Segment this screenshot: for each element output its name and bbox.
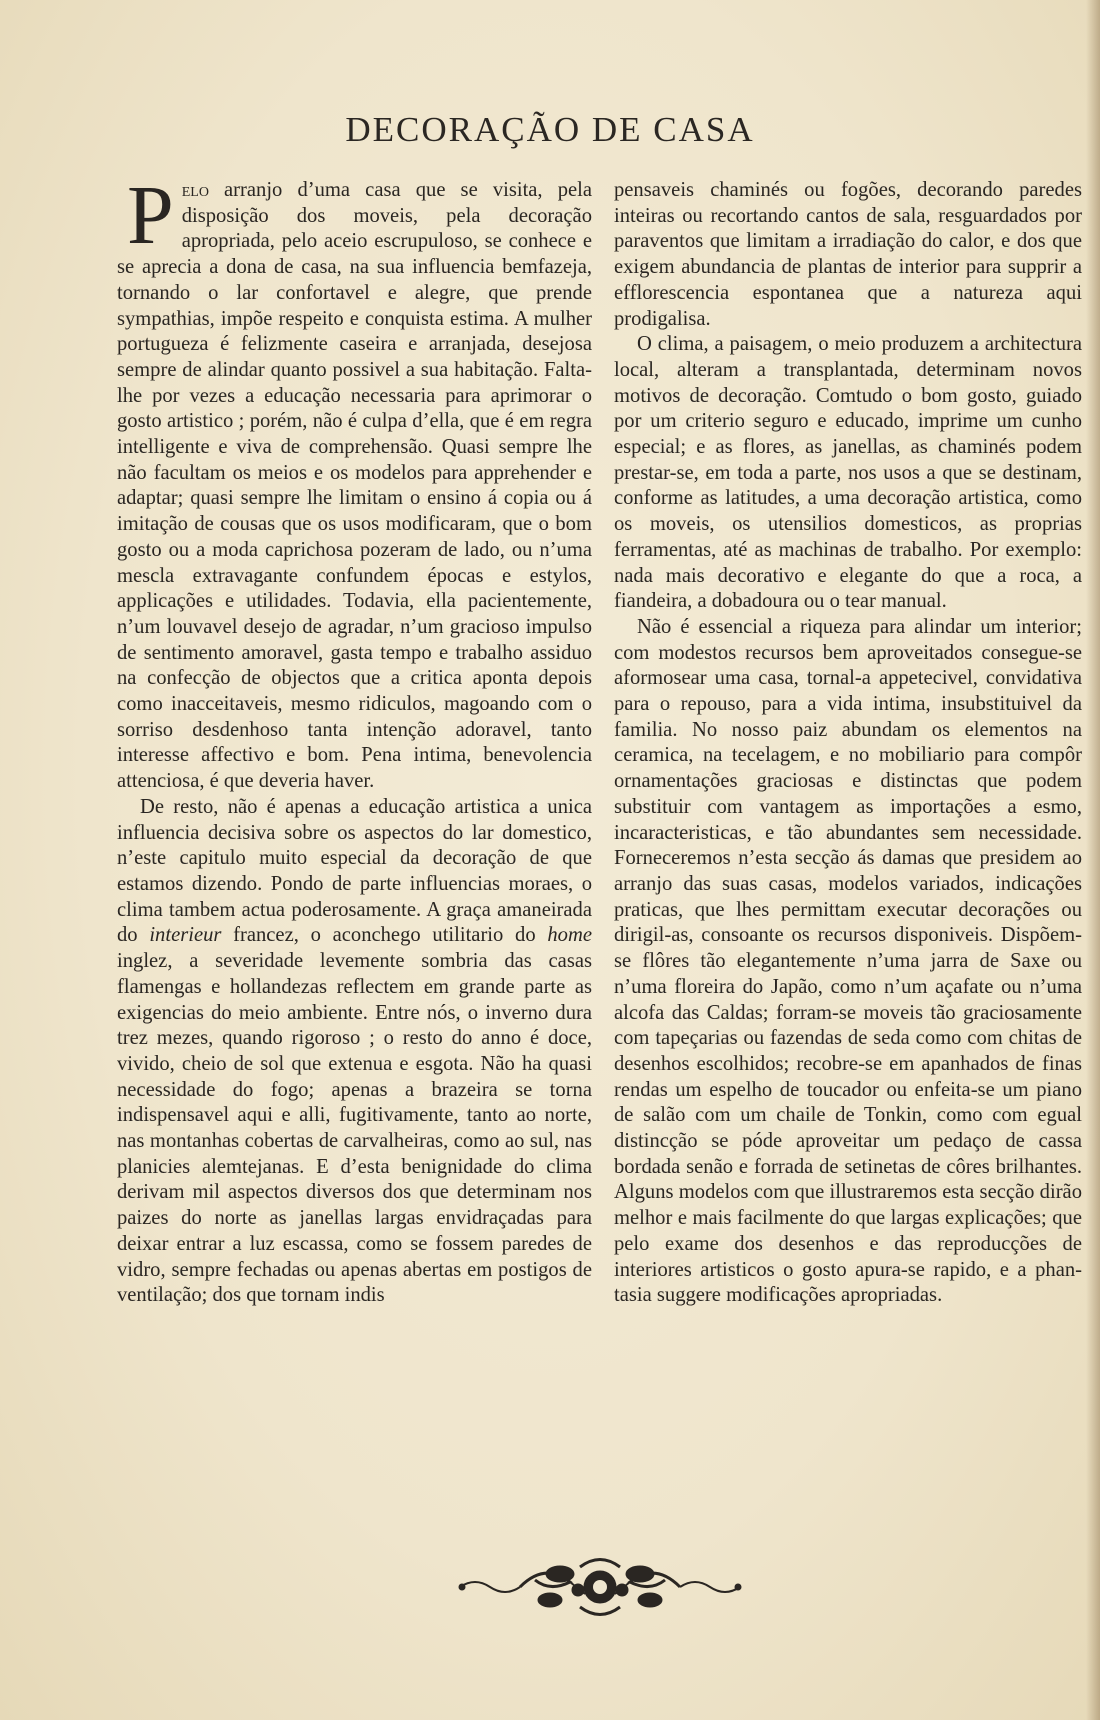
paragraph-2-text-c: inglez, a severidade levemente sombria das casas flamengas e hollandezas reflectem em grande parte as exigencias do meio ambiente. Entre nós, o inverno dura trez mezes, quando rigoroso ; o resto do anno é doce, vivido, cheio de sol que extenua e esgota. Não ha quasi necessidade do fogo; apenas a brazeira se torna indispensavel aqui e alli, fugitivamente, tanto ao norte, nas montanhas cobertas de carvalheiras, como ao sul, nas planicies alemtejanas. E d’esta benignidade do clima derivam mil aspectos diversos dos que determinam nos paizes do norte as janellas largas envidraçadas para deixar entrar a luz escassa, como se fossem paredes de vidro, sempre fechadas ou apenas abertas em postigos de ventilação; dos que tornam indis [117,950,592,1307]
italic-interieur: interieur [149,924,222,947]
paragraph-4: Não é essencial a riqueza para alindar um interior; com modestos recursos bem aproveitados consegue-se aformosear uma casa, tornal-a appetecivel, convidativa para o repouso, para a vida intima, insubstituivel da familia. No nosso paiz abundam os elementos na ceramica, na tecelagem, e no mobiliario para compôr ornamentações graciosas e distinctas que podem substituir com vantagem as importações a esmo, incaracteristicas, e tão abundantes sem necessidade. Forneceremos n’esta secção ás damas que presidem ao arranjo das suas casas, modelos variados, indicações praticas, que lhes permittam executar decorações ou dirigil-as, consoante os recursos disponiveis. Dispõem-se flôres tão elegantemente n’uma jarra de Saxe ou n’uma floreira do Japão, como n’um açafate ou n’uma alcofa das Caldas; forram-se moveis tão graciosamente com tapeçarias ou fazendas de seda como com chitas de desenhos escolhidos; recobre-se em apanhados de finas rendas um espelho de toucador ou enfeita-se um piano de salão com um chaile de Tonkin, como com egual distincção se póde aproveitar um pedaço de cassa bordada senão e forrada de setinetas de côres brilhantes. Alguns modelos com que illustraremos esta secção dirão melhor e mais facilmente do que largas explicações; que pelo exame dos desenhos e das reproducções de interiores artisticos o gosto apura-se rapido, e a phantasia suggere modificações apropriadas. [614,615,1082,1307]
drop-cap: P [127,169,174,262]
article-title: DECORAÇÃO DE CASA [345,110,755,149]
paragraph-1-text: arranjo d’uma casa que se visita, pela disposição dos moveis, pela decoração apropriada, pelo aceio escrupuloso, se conhece e se aprecia a dona de casa, na sua influencia bemfazeja, tornando o lar confortavel e alegre, que prende sympathias, impõe respeito e conquista estima. A mulher portugueza é felizmente caseira e arranjada, desejosa sempre de alindar quanto possivel a sua habitação. Falta-lhe por vezes a educação necessaria para aprimorar o gosto artistico ; porém, não é culpa d’ella, que é em regra intelligente e viva de comprehensão. Quasi sempre lhe não facultam os meios e os modelos para apprehender e adaptar; quasi sempre lhe limitam o ensino á copia ou á imitação de cousas que os usos modificaram, que o bom gosto ou a moda caprichosa pozeram de lado, ou n’uma mescla extravagante confundem épocas e estylos, applicações e utilidades. Todavia, ella pacientemente, n’um louvavel desejo de agradar, n’um gracioso impulso de sentimento amoravel, gasta tempo e trabalho assiduo na confecção de objectos que a critica aponta depois como inacceitaveis, mesmo ridiculos, magoando com o sorriso desdenhoso tanta intenção adoravel, tanto interesse affectivo e bom. Pena intima, benevolencia attenciosa, é que deveria haver. [117,179,592,793]
paragraph-2-text-a: De resto, não é apenas a educação artistica a unica influencia decisiva sobre os aspectos do lar domestico, n’este capitulo muito especial da decoração de que estamos dizendo. Pondo de parte influencias moraes, o clima tambem actua poderosamente. A graça amaneirada do [117,795,592,947]
paragraph-1 [117,169,592,795]
paragraph-2-continued: pensaveis chaminés ou fogões, decorando paredes inteiras ou recortando cantos de sala, resguardados por paraventos que limitam a irradiação do calor, e dos que exigem abundancia de plantas de interior para supprir a efflorescencia espontanea que a natureza aqui prodigalisa. [614,179,1082,330]
page-edge-shadow [1086,0,1100,1720]
paragraph-2 [117,795,592,1309]
lead-word: elo [181,179,209,201]
floral-vignette-icon [450,1552,750,1622]
italic-home: home [547,924,592,947]
paragraph-2-text-b: francez, o aconchego utilitario do [221,924,548,947]
left-column [117,169,592,1309]
right-column [614,178,1082,1309]
paragraph-3: O clima, a paisagem, o meio produzem a architectura local, alteram a transplantada, determinam novos motivos de decoração. Comtudo o bom gosto, guiado por um criterio seguro e educado, imprime um cunho especial; e as flores, as janellas, as chaminés podem prestar-se, em toda a parte, nos usos a que se destinam, conforme as latitudes, a uma decoração artistica, como os moveis, os utensilios domesticos, as proprias ferramentas, até as machinas de trabalho. Por exemplo: nada mais decorativo e elegante do que a roca, a fiandeira, a dobadoura ou o tear manual. [614,333,1082,613]
